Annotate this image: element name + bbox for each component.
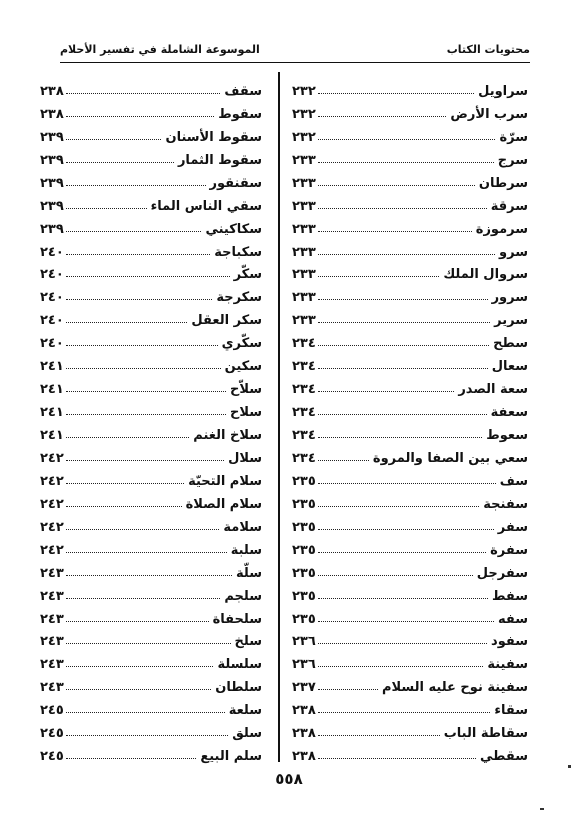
toc-entry-page: ٢٣٩ [40, 129, 64, 145]
dot-leader [66, 184, 206, 186]
toc-entry-title: سرير [494, 313, 528, 329]
dot-leader [318, 413, 487, 415]
toc-entry-page: ٢٣٧ [292, 680, 316, 696]
toc-entry [40, 76, 262, 99]
toc-entry-title: سروال الملك [443, 267, 528, 283]
toc-entry-page: ٢٤٢ [40, 542, 64, 558]
toc-entry [292, 718, 528, 741]
dot-leader [318, 551, 486, 553]
toc-entry-title: سرّة [499, 129, 528, 145]
header-section-title: محتويات الكتاب [446, 43, 530, 56]
header-book-title: الموسوعة الشاملة في تفسير الأحلام [60, 43, 260, 56]
toc-entry-page: ٢٤١ [40, 428, 64, 443]
toc-entry [40, 282, 262, 305]
dot-leader [318, 275, 440, 277]
dot-leader [318, 230, 472, 232]
toc-entry [292, 397, 528, 420]
toc-entry-title: سعفة [490, 405, 528, 421]
toc-entry-page: ٢٤٠ [40, 290, 64, 306]
dot-leader [318, 528, 494, 530]
toc-entry-page: ٢٣٥ [292, 611, 316, 627]
dot-leader [318, 390, 455, 392]
toc-entry-title: سلجم [224, 588, 262, 604]
dot-leader [66, 275, 230, 277]
toc-entry-page: ٢٣٥ [292, 519, 316, 535]
toc-entry-title: سفنجة [483, 496, 528, 512]
scan-speck [568, 765, 571, 768]
toc-entry-page: ٢٣٥ [292, 588, 316, 604]
toc-entry-title: سكّر [233, 267, 262, 283]
toc-entry-title: سرقة [490, 198, 528, 214]
toc-entry-title: سرب الأرض [450, 106, 528, 122]
toc-entry [292, 420, 528, 443]
toc-entry-title: سلال [228, 450, 262, 466]
toc-entry-title: سرور [491, 290, 528, 306]
toc-entry [292, 489, 528, 512]
toc-entry-page: ٢٣٢ [292, 83, 316, 99]
toc-entry-title: سقي الناس الماء [150, 198, 262, 214]
toc-entry-page: ٢٤٣ [40, 657, 64, 673]
toc-entry-title: سكرجة [216, 290, 262, 306]
toc-entry-title: سطح [493, 336, 528, 352]
toc-entry [40, 558, 262, 581]
toc-entry [40, 397, 262, 420]
toc-entry-title: سكر العقل [191, 313, 262, 329]
toc-right-column [292, 76, 528, 765]
dot-leader [318, 321, 490, 323]
toc-entry [292, 168, 528, 191]
toc-entry [40, 672, 262, 695]
toc-entry [292, 99, 528, 122]
toc-entry [292, 741, 528, 764]
toc-entry [40, 168, 262, 191]
dot-leader [66, 367, 221, 369]
toc-entry [40, 695, 262, 718]
running-header [60, 40, 530, 63]
toc-entry [40, 535, 262, 558]
toc-entry [40, 191, 262, 214]
toc-entry-title: سقاء [494, 703, 528, 719]
toc-entry-page: ٢٣٣ [292, 290, 316, 306]
toc-entry-title: سقف [224, 83, 262, 99]
dot-leader [318, 505, 479, 507]
dot-leader [318, 344, 489, 346]
dot-leader [318, 367, 488, 369]
toc-entry-title: سرطان [478, 175, 528, 191]
toc-entry-page: ٢٣٩ [40, 221, 64, 237]
toc-entry-page: ٢٣٢ [292, 106, 316, 122]
toc-entry-page: ٢٣٨ [40, 106, 64, 122]
toc-entry-page: ٢٤٠ [40, 267, 64, 283]
dot-leader [66, 551, 227, 553]
toc-entry [40, 581, 262, 604]
toc-entry-page: ٢٣٩ [40, 175, 64, 191]
toc-entry-title: سلاح [229, 405, 262, 421]
toc-entry-title: سلطان [215, 680, 262, 696]
toc-entry [292, 604, 528, 627]
toc-entry-page: ٢٣٥ [292, 542, 316, 558]
toc-entry [292, 145, 528, 168]
toc-entry-page: ٢٣٢ [292, 129, 316, 145]
toc-entry-page: ٢٤٠ [40, 244, 64, 260]
toc-entry-page: ٢٣٦ [292, 657, 316, 673]
dot-leader [318, 436, 482, 438]
toc-entry [292, 237, 528, 260]
toc-entry-page: ٢٣٤ [292, 336, 316, 352]
toc-entry-title: سرج [497, 152, 528, 168]
toc-entry [292, 672, 528, 695]
dot-leader [66, 711, 225, 713]
toc-entry-page: ٢٤٣ [40, 588, 64, 604]
toc-entry-title: سقوط الأسنان [165, 129, 262, 145]
toc-entry-title: سلعة [228, 703, 262, 719]
toc-entry-page: ٢٤١ [40, 382, 64, 398]
dot-leader [318, 711, 491, 713]
toc-entry [292, 76, 528, 99]
dot-leader [66, 253, 210, 255]
toc-entry-page: ٢٣٩ [40, 198, 64, 214]
toc-entry-page: ٢٣٥ [292, 473, 316, 489]
toc-entry [292, 374, 528, 397]
toc-entry [292, 558, 528, 581]
toc-entry [40, 260, 262, 283]
dot-leader [66, 207, 147, 209]
dot-leader [318, 757, 476, 759]
toc-entry-page: ٢٣٤ [292, 450, 316, 466]
toc-entry [40, 489, 262, 512]
toc-entry-page: ٢٣٦ [292, 634, 316, 650]
dot-leader [66, 115, 214, 117]
toc-entry [40, 741, 262, 764]
toc-entry-page: ٢٤٠ [40, 313, 64, 329]
toc-entry [40, 374, 262, 397]
toc-entry [40, 328, 262, 351]
toc-entry-page: ٢٣٥ [292, 565, 316, 581]
toc-entry-page: ٢٤١ [40, 359, 64, 375]
dot-leader [66, 505, 182, 507]
toc-entry-page: ٢٣٩ [40, 152, 64, 168]
toc-entry-title: سقطي [480, 749, 528, 765]
toc-entry [292, 695, 528, 718]
dot-leader [66, 574, 232, 576]
dot-leader [318, 734, 440, 736]
toc-entry [292, 305, 528, 328]
dot-leader [318, 207, 487, 209]
dot-leader [66, 597, 221, 599]
toc-entry-page: ٢٣٤ [292, 359, 316, 375]
toc-entry-title: سلاّح [229, 382, 262, 398]
toc-entry-page: ٢٣٣ [292, 152, 316, 168]
toc-entry-page: ٢٣٤ [292, 382, 316, 398]
toc-entry-title: سفط [491, 588, 528, 604]
dot-leader [318, 482, 496, 484]
dot-leader [66, 528, 220, 530]
toc-entry-title: سعي بين الصفا والمروة [372, 450, 528, 466]
toc-entry-page: ٢٣٨ [40, 83, 64, 99]
toc-entry-page: ٢٤٢ [40, 519, 64, 535]
dot-leader [318, 620, 494, 622]
toc-entry-title: سرو [499, 244, 528, 260]
toc-entry [40, 627, 262, 650]
toc-entry-title: سلخ [234, 634, 262, 650]
toc-entry-title: سقوط [218, 106, 262, 122]
dot-leader [318, 688, 378, 690]
toc-entry [292, 512, 528, 535]
dot-leader [66, 757, 197, 759]
dot-leader [66, 92, 221, 94]
toc-entry [292, 581, 528, 604]
toc-entry-title: سلق [232, 726, 262, 742]
dot-leader [318, 459, 369, 461]
toc-entry [40, 237, 262, 260]
dot-leader [318, 665, 484, 667]
toc-entry [292, 351, 528, 374]
page-number: ٥٥٨ [275, 770, 303, 788]
dot-leader [66, 413, 226, 415]
toc-entry-page: ٢٣٤ [292, 405, 316, 421]
toc-entry [292, 443, 528, 466]
toc-entry-title: سفينة [487, 657, 528, 673]
toc-entry-page: ٢٤٥ [40, 749, 64, 765]
toc-entry-page: ٢٤٣ [40, 680, 64, 696]
toc-entry [40, 99, 262, 122]
toc-entry [40, 420, 262, 443]
toc-entry-page: ٢٤٣ [40, 634, 64, 650]
toc-entry-page: ٢٣٨ [292, 726, 316, 742]
toc-entry-title: سلبة [230, 542, 262, 558]
dot-leader [66, 161, 174, 163]
toc-entry [40, 718, 262, 741]
toc-entry-page: ٢٤٢ [40, 496, 64, 512]
toc-entry [40, 145, 262, 168]
toc-entry [40, 214, 262, 237]
toc-entry-title: سفرجل [476, 565, 528, 581]
toc-entry [292, 535, 528, 558]
toc-left-column [40, 76, 262, 765]
toc-entry [292, 260, 528, 283]
toc-entry-title: سلام التحيّة [188, 473, 262, 489]
toc-entry-page: ٢٤٣ [40, 565, 64, 581]
scan-speck [540, 808, 544, 810]
dot-leader [318, 184, 475, 186]
dot-leader [318, 115, 447, 117]
toc-entry [292, 328, 528, 351]
toc-entry-title: سلحفاة [212, 611, 262, 627]
toc-entry-page: ٢٣٣ [292, 313, 316, 329]
toc-entry-title: سعة الصدر [458, 382, 528, 398]
column-divider [278, 72, 280, 762]
toc-entry [40, 649, 262, 672]
toc-entry [292, 466, 528, 489]
toc-entry-title: سفه [497, 611, 528, 627]
dot-leader [318, 92, 474, 94]
dot-leader [66, 230, 202, 232]
toc-entry-page: ٢٤٠ [40, 336, 64, 352]
dot-leader [318, 574, 473, 576]
toc-entry-title: سقنقور [209, 175, 262, 191]
toc-entry-title: سفينة نوح عليه السلام [382, 680, 528, 696]
toc-entry-title: سلامة [223, 519, 262, 535]
toc-entry [292, 122, 528, 145]
toc-entry-title: سفرة [490, 542, 528, 558]
toc-entry-page: ٢٣٣ [292, 267, 316, 283]
toc-entry-title: سكّري [221, 336, 262, 352]
dot-leader [66, 620, 209, 622]
toc-entry [40, 466, 262, 489]
toc-entry-title: سلام الصلاة [185, 496, 262, 512]
dot-leader [318, 298, 488, 300]
toc-entry-title: سراويل [478, 83, 528, 99]
dot-leader [318, 253, 495, 255]
toc-entry-page: ٢٣٨ [292, 703, 316, 719]
toc-entry-title: سلّة [236, 565, 262, 581]
toc-entry [40, 512, 262, 535]
toc-entry-page: ٢٤٣ [40, 611, 64, 627]
toc-entry [292, 627, 528, 650]
dot-leader [66, 138, 162, 140]
dot-leader [66, 390, 226, 392]
dot-leader [66, 665, 214, 667]
toc-entry [292, 191, 528, 214]
dot-leader [66, 734, 228, 736]
toc-entry-title: سرموزة [475, 221, 528, 237]
toc-entry-title: سلاخ الغنم [193, 428, 262, 443]
toc-entry-title: سفر [497, 519, 528, 535]
toc-entry-page: ٢٣٤ [292, 428, 316, 443]
toc-entry-page: ٢٣٣ [292, 221, 316, 237]
toc-entry-title: سعال [491, 359, 528, 375]
toc-entry [40, 443, 262, 466]
dot-leader [318, 138, 496, 140]
dot-leader [318, 642, 487, 644]
toc-entry-title: سقوط الثمار [177, 152, 262, 168]
toc-entry-page: ٢٤٢ [40, 450, 64, 466]
toc-entry-title: سكاكيني [205, 221, 262, 237]
toc-entry [40, 305, 262, 328]
dot-leader [66, 459, 224, 461]
dot-leader [66, 436, 189, 438]
toc-entry-page: ٢٣٣ [292, 175, 316, 191]
dot-leader [66, 321, 188, 323]
toc-entry [292, 214, 528, 237]
toc-entry [40, 351, 262, 374]
toc-entry-page: ٢٤٢ [40, 473, 64, 489]
toc-entry-page: ٢٣٥ [292, 496, 316, 512]
dot-leader [66, 642, 231, 644]
dot-leader [66, 344, 218, 346]
toc-entry-page: ٢٣٨ [292, 749, 316, 765]
toc-entry-title: سلم البيع [200, 749, 262, 765]
dot-leader [318, 161, 494, 163]
toc-entry-title: سف [499, 473, 528, 489]
toc-entry-page: ٢٤١ [40, 405, 64, 421]
dot-leader [318, 597, 488, 599]
toc-entry [40, 604, 262, 627]
dot-leader [66, 688, 211, 690]
toc-entry-page: ٢٤٥ [40, 703, 64, 719]
toc-entry [292, 282, 528, 305]
toc-entry-page: ٢٤٥ [40, 726, 64, 742]
toc-entry-title: سكين [224, 359, 262, 375]
toc-entry-title: سعوط [486, 428, 528, 443]
toc-entry-title: سلسلة [217, 657, 262, 673]
toc-entry-title: سقاطة الباب [443, 726, 528, 742]
toc-entry [292, 649, 528, 672]
toc-entry [40, 122, 262, 145]
toc-entry-page: ٢٣٣ [292, 244, 316, 260]
dot-leader [66, 298, 213, 300]
toc-entry-title: سكباجة [214, 244, 262, 260]
toc-entry-title: سفود [491, 634, 528, 650]
toc-entry-page: ٢٣٣ [292, 198, 316, 214]
dot-leader [66, 482, 184, 484]
